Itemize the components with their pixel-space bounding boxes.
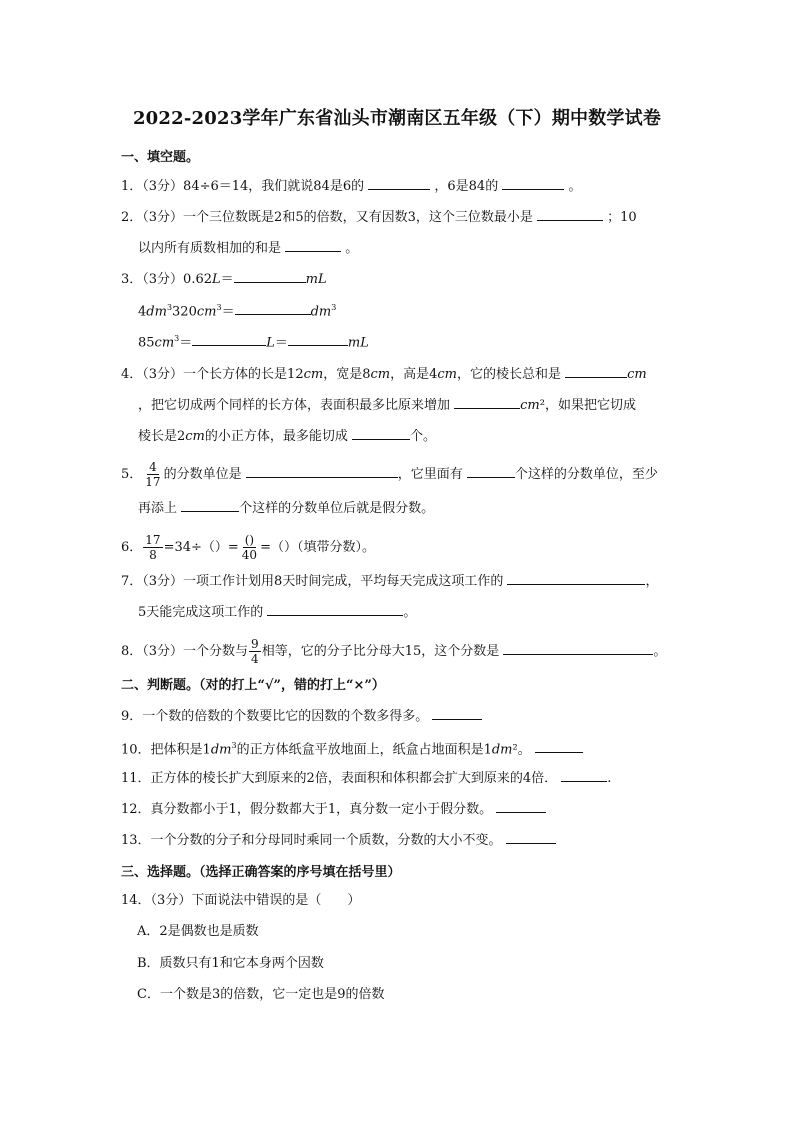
question-8: 8．（3分）一个分数与 $\frac{9}{4}$ 相等，它的分子比分母大15，这个分数是 。 <box>121 637 667 666</box>
question-7: 7．（3分）一项工作计划用8天时间完成，平均每天完成这项工作的 ， <box>121 570 658 592</box>
option-c[interactable]: C．一个数是3的倍数，它一定也是9的倍数 <box>137 987 385 1002</box>
answer-blank[interactable] <box>561 767 607 782</box>
option-a[interactable]: A．2是偶数也是质数 <box>137 924 259 939</box>
fraction: $\frac{()}{40}$ <box>241 533 258 562</box>
answer-blank[interactable] <box>565 363 627 378</box>
section-heading-true-false: 二、判断题。（对的打上“√”，错的打上“×”） <box>121 678 385 693</box>
question-11: 11．正方体的棱长扩大到原来的2倍，表面积和体积都会扩大到原来的4倍． . <box>121 767 611 789</box>
section-heading-multiple-choice: 三、选择题。（选择正确答案的序号填在括号里） <box>121 865 401 880</box>
question-3-part-2: $4dm^3320cm^3= dm^3$ <box>138 298 336 322</box>
question-13: 13．一个分数的分子和分母同时乘同一个质数，分数的大小不变。 <box>121 829 556 851</box>
fraction: $\frac{9}{4}$ <box>251 637 259 666</box>
answer-blank[interactable] <box>368 175 430 190</box>
question-10: 10．把体积是$1dm^3$的正方体纸盒平放地面上，纸盒占地面积是1dm²。 <box>121 736 583 760</box>
answer-blank[interactable] <box>192 331 266 346</box>
answer-blank[interactable] <box>537 206 603 221</box>
fraction: $\frac{17}{8}$ <box>145 533 161 562</box>
question-2-continued: 以内所有质数相加的和是 。 <box>138 237 358 259</box>
answer-blank[interactable] <box>235 300 311 315</box>
section-heading-fill-in: 一、填空题。 <box>121 150 200 165</box>
question-3: 3．（3分）0.62L＝ mL <box>121 268 327 290</box>
question-6: 6． $\frac{17}{8}$ =34÷（）= $\frac{()}{40}$ =（）（填带分数）。 <box>121 533 375 562</box>
answer-blank[interactable] <box>506 829 556 844</box>
answer-blank[interactable] <box>454 394 520 409</box>
answer-blank[interactable] <box>507 570 645 585</box>
question-1: 1．（3分）84÷6＝14，我们就说84是6的 ，6是84的 。 <box>121 175 582 197</box>
answer-blank[interactable] <box>267 601 403 616</box>
answer-blank[interactable] <box>181 497 239 512</box>
page-title: 2022-2023学年广东省汕头市潮南区五年级（下）期中数学试卷 <box>132 108 662 129</box>
question-4-continued: ，把它切成两个同样的长方体，表面积最多比原来增加 cm²，如果把它切成 <box>138 394 636 416</box>
answer-blank[interactable] <box>246 463 398 478</box>
question-5-continued: 再添上 个这样的分数单位后就是假分数。 <box>138 497 434 519</box>
answer-blank[interactable] <box>234 268 306 283</box>
question-2: 2．（3分）一个三位数既是2和5的倍数，又有因数3，这个三位数最小是 ；10 <box>121 206 637 228</box>
answer-blank[interactable] <box>502 175 564 190</box>
answer-blank[interactable] <box>535 738 583 753</box>
question-5: 5． $\frac{4}{17}$ 的分数单位是 ，它里面有 个这样的分数单位，至少 <box>121 460 658 489</box>
question-4: 4．（3分）一个长方体的长是12cm，宽是8cm，高是4cm，它的棱长总和是 cm <box>121 363 647 385</box>
answer-blank[interactable] <box>285 237 341 252</box>
answer-blank[interactable] <box>352 425 410 440</box>
answer-blank[interactable] <box>503 640 653 655</box>
answer-blank[interactable] <box>432 705 482 720</box>
question-9: 9．一个数的倍数的个数要比它的因数的个数多得多。 <box>121 705 482 727</box>
question-12: 12．真分数都小于1，假分数都大于1，真分数一定小于假分数。 <box>121 798 546 820</box>
fraction: $\frac{4}{17}$ <box>145 460 161 489</box>
question-7-continued: 5天能完成这项工作的 。 <box>138 601 416 623</box>
option-b[interactable]: B．质数只有1和它本身两个因数 <box>137 956 324 971</box>
answer-blank[interactable] <box>467 463 515 478</box>
answer-blank[interactable] <box>288 331 348 346</box>
answer-blank[interactable] <box>496 798 546 813</box>
question-14: 14．（3分）下面说法中错误的是（ ） <box>121 893 361 908</box>
question-3-part-3: $85cm^3= L=$ mL <box>138 329 369 353</box>
question-4-continued-2: 棱长是2cm的小正方体，最多能切成 个。 <box>138 425 436 447</box>
